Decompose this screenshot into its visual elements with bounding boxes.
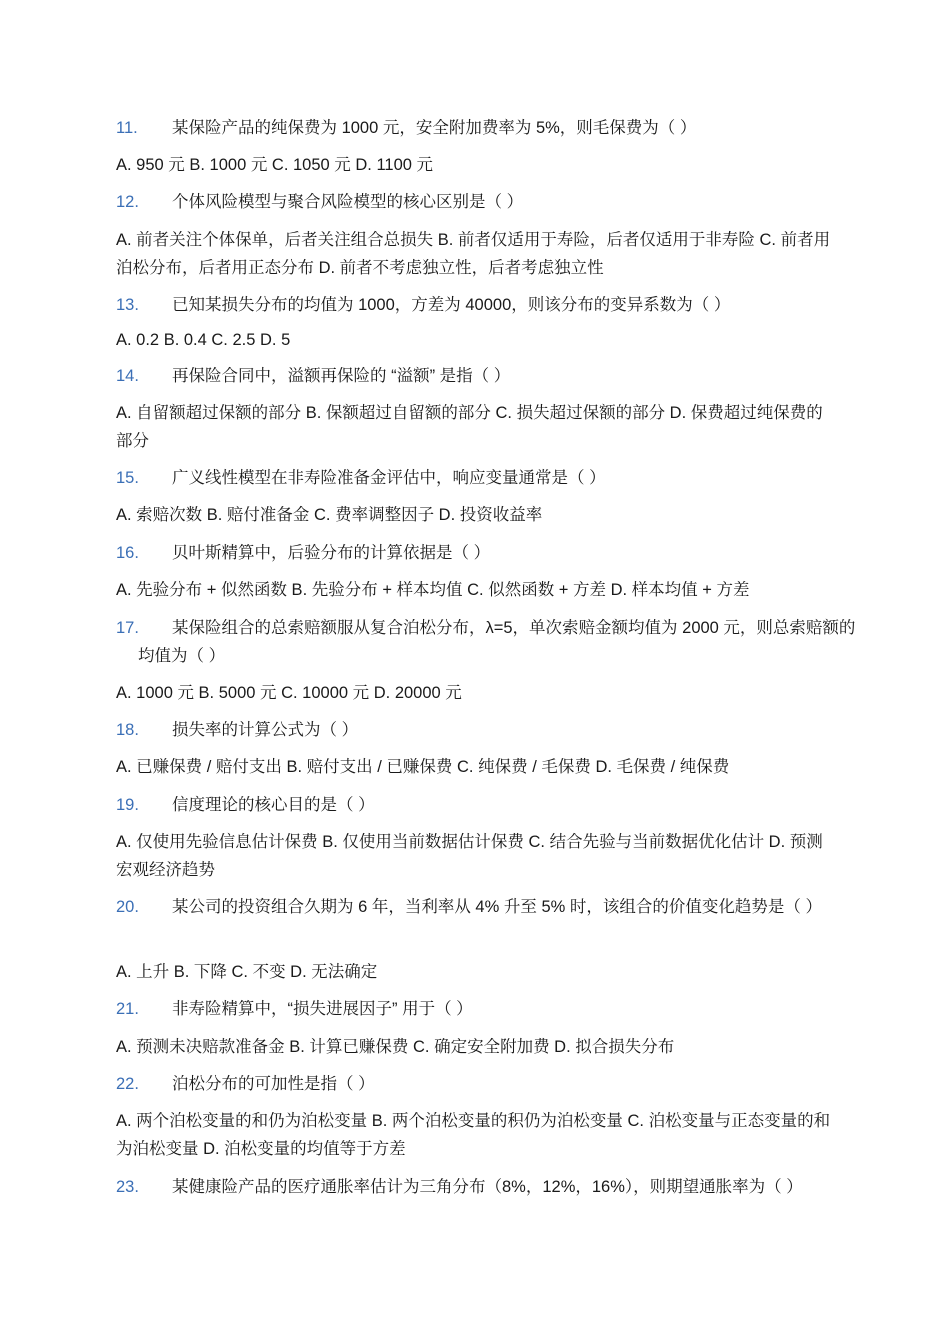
question-number: 17. xyxy=(116,619,139,637)
options-22: A. 两个泊松变量的和仍为泊松变量 B. 两个泊松变量的积仍为泊松变量 C. 泊松变量与正态变量的和为泊松变量 D. 泊松变量的均值等于方差 xyxy=(116,1112,831,1158)
question-number: 21. xyxy=(116,1000,139,1018)
question-number: 14. xyxy=(116,367,139,385)
question-18 xyxy=(116,716,858,744)
question-text: 非寿险精算中，“损失进展因子” 用于（ ） xyxy=(172,1000,473,1018)
question-text: 某保险产品的纯保费为 1000 元，安全附加费率为 5%，则毛保费为（ ） xyxy=(172,119,697,137)
question-text: 泊松分布的可加性是指（ ） xyxy=(172,1075,375,1093)
question-12 xyxy=(116,188,858,216)
options-16: A. 先验分布 + 似然函数 B. 先验分布 + 样本均值 C. 似然函数 + 方差 D. 样本均值 + 方差 xyxy=(116,581,750,599)
question-22 xyxy=(116,1070,858,1098)
question-23 xyxy=(116,1173,858,1201)
question-text: 信度理论的核心目的是（ ） xyxy=(172,796,375,814)
question-15 xyxy=(116,464,858,492)
options-13: A. 0.2 B. 0.4 C. 2.5 D. 5 xyxy=(116,331,291,349)
question-number: 18. xyxy=(116,721,139,739)
question-17 xyxy=(116,614,858,670)
options-14: A. 自留额超过保额的部分 B. 保额超过自留额的部分 C. 损失超过保额的部分 D. 保费超过纯保费的部分 xyxy=(116,404,823,450)
question-11 xyxy=(116,114,858,142)
question-text: 某健康险产品的医疗通胀率估计为三角分布（8%，12%，16%），则期望通胀率为（ ） xyxy=(172,1178,803,1196)
question-number: 15. xyxy=(116,469,139,487)
options-15: A. 索赔次数 B. 赔付准备金 C. 费率调整因子 D. 投资收益率 xyxy=(116,506,543,524)
options-19: A. 仅使用先验信息估计保费 B. 仅使用当前数据估计保费 C. 结合先验与当前数据优化估计 D. 预测宏观经济趋势 xyxy=(116,833,823,879)
options-20: A. 上升 B. 下降 C. 不变 D. 无法确定 xyxy=(116,963,378,981)
options-11: A. 950 元 B. 1000 元 C. 1050 元 D. 1100 元 xyxy=(116,156,434,174)
question-number: 20. xyxy=(116,898,139,916)
question-text: 某保险组合的总索赔额服从复合泊松分布，λ=5，单次索赔金额均值为 2000 元，则总索赔额的均值为（ ） xyxy=(138,619,856,665)
question-19 xyxy=(116,791,858,819)
question-text: 某公司的投资组合久期为 6 年，当利率从 4% 升至 5% 时，该组合的价值变化趋势是（ ） xyxy=(172,898,822,916)
options-21: A. 预测未决赔款准备金 B. 计算已赚保费 C. 确定安全附加费 D. 拟合损失分布 xyxy=(116,1038,675,1056)
question-number: 16. xyxy=(116,544,139,562)
question-number: 13. xyxy=(116,296,139,314)
question-14 xyxy=(116,362,858,390)
question-number: 23. xyxy=(116,1178,139,1196)
question-text: 广义线性模型在非寿险准备金评估中，响应变量通常是（ ） xyxy=(172,469,606,487)
question-number: 11. xyxy=(116,119,138,137)
question-text: 个体风险模型与聚合风险模型的核心区别是（ ） xyxy=(172,193,524,211)
question-number: 22. xyxy=(116,1075,139,1093)
question-number: 12. xyxy=(116,193,139,211)
options-17: A. 1000 元 B. 5000 元 C. 10000 元 D. 20000 元 xyxy=(116,684,462,702)
question-text: 贝叶斯精算中，后验分布的计算依据是（ ） xyxy=(172,544,491,562)
options-18: A. 已赚保费 / 赔付支出 B. 赔付支出 / 已赚保费 C. 纯保费 / 毛保费 D. 毛保费 / 纯保费 xyxy=(116,758,730,776)
question-text: 损失率的计算公式为（ ） xyxy=(172,721,359,739)
question-16 xyxy=(116,539,858,567)
options-12: A. 前者关注个体保单，后者关注组合总损失 B. 前者仅适用于寿险，后者仅适用于非寿险 C. 前者用泊松分布，后者用正态分布 D. 前者不考虑独立性，后者考虑独立性 xyxy=(116,231,831,277)
question-20 xyxy=(116,893,858,921)
question-number: 19. xyxy=(116,796,139,814)
question-13 xyxy=(116,291,858,319)
question-text: 再保险合同中，溢额再保险的 “溢额” 是指（ ） xyxy=(172,367,511,385)
question-text: 已知某损失分布的均值为 1000，方差为 40000，则该分布的变异系数为（ ） xyxy=(172,296,731,314)
question-21 xyxy=(116,995,858,1023)
